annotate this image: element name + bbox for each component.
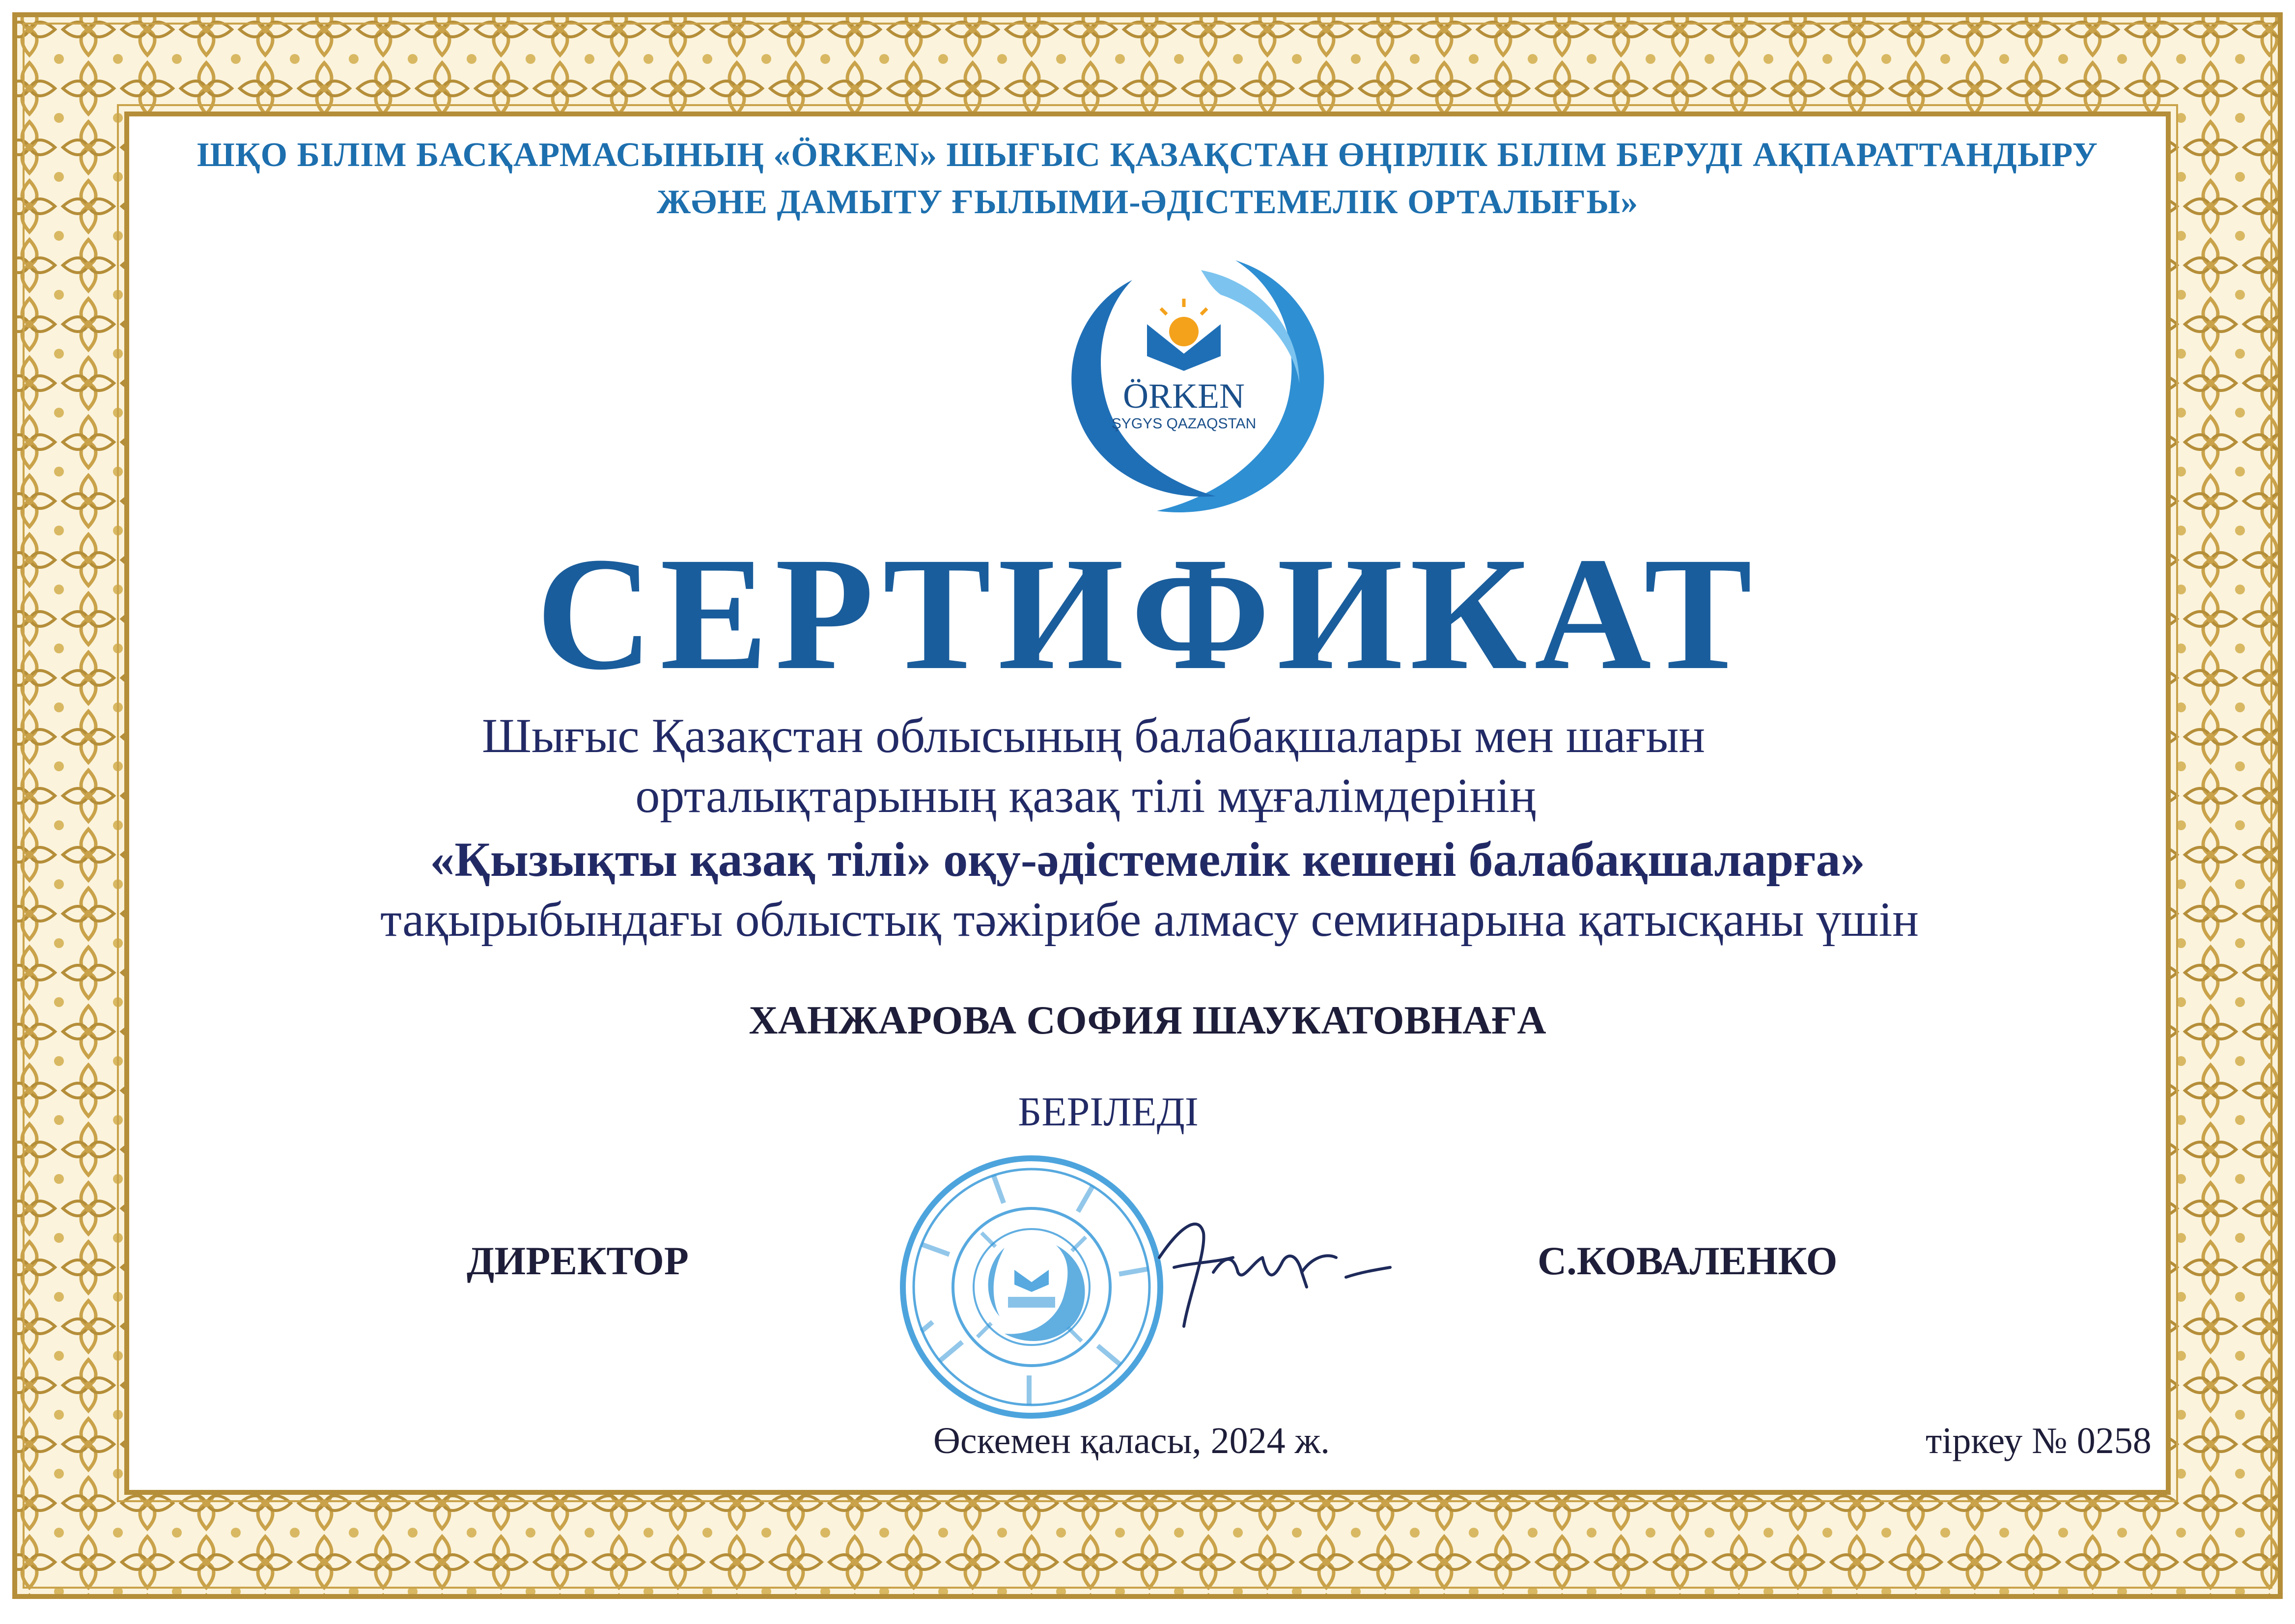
director-role: ДИРЕКТОР	[467, 1238, 689, 1283]
given-label: БЕРІЛЕДІ	[1018, 1089, 1199, 1135]
body-line-3: «Қызықты қазақ тілі» оқу-әдістемелік кешені балабақшаларға»	[430, 832, 1865, 887]
orken-logo	[1024, 251, 1343, 526]
official-stamp	[894, 1149, 1169, 1425]
logo-tagline: ŞYGYS QAZAQSTAN	[1111, 416, 1257, 432]
certificate-title: СЕРТИФИКАТ	[536, 524, 1759, 703]
body-line-1: Шығыс Қазақстан облысының балабақшалары мен шағын	[482, 708, 1705, 763]
organization-header	[196, 132, 2099, 226]
recipient-name: ХАНЖАРОВА СОФИЯ ШАУКАТОВНАҒА	[749, 998, 1546, 1042]
body-line-4: тақырыбындағы облыстық тәжірибе алмасу семинарына қатысқаны үшін	[380, 892, 1919, 947]
city-year: Өскемен қаласы, 2024 ж.	[933, 1420, 1330, 1461]
logo-name: ÖRKEN	[1123, 376, 1245, 416]
body-line-2: орталықтарының қазақ тілі мұғалімдерінің	[635, 768, 1536, 823]
header-line-2: ЖӘНЕ ДАМЫТУ ҒЫЛЫМИ-ӘДІСТЕМЕЛІК ОРТАЛЫҒЫ»	[656, 183, 1639, 221]
registration-number: тіркеу № 0258	[1926, 1420, 2152, 1461]
director-signature	[1140, 1199, 1395, 1346]
header-line-1: ШҚО БІЛІМ БАСҚАРМАСЫНЫҢ «ÖRKEN» ШЫҒЫС ҚАЗАҚСТАН ӨҢІРЛІК БІЛІМ БЕРУДІ АҚПАРАТТАНДЫРУ	[197, 136, 2098, 174]
director-name: С.КОВАЛЕНКО	[1538, 1238, 1838, 1283]
